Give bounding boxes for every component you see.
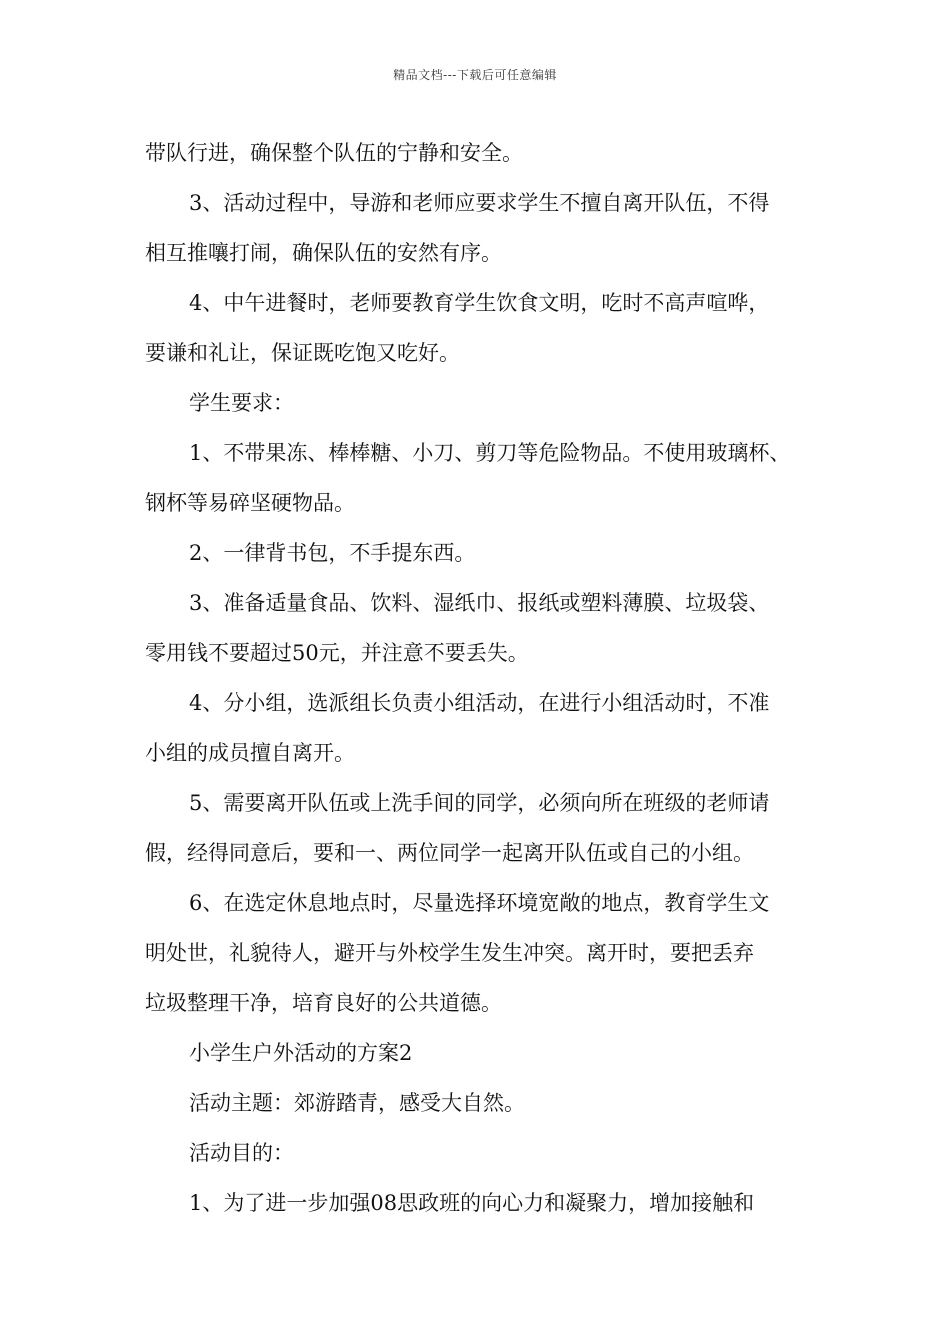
- text-line: 3、活动过程中，导游和老师应要求学生不擅自离开队伍，不得: [189, 191, 770, 215]
- text-line: 1、不带果冻、棒棒糖、小刀、剪刀等危险物品。不使用玻璃杯、: [189, 441, 791, 465]
- text-line: 明处世，礼貌待人，避开与外校学生发生冲突。离开时，要把丢弃: [145, 941, 754, 965]
- text-line: 小组的成员擅自离开。: [145, 741, 355, 765]
- text-line: 零用钱不要超过50元，并注意不要丢失。: [145, 641, 529, 665]
- text-line: 5、需要离开队伍或上洗手间的同学，必须向所在班级的老师请: [189, 791, 770, 815]
- page-header: 精品文档---下载后可任意编辑: [393, 68, 557, 82]
- text-line: 垃圾整理干净，培育良好的公共道德。: [145, 991, 502, 1015]
- text-line: 2、一律背书包，不手提东西。: [189, 541, 476, 565]
- text-line: 带队行进，确保整个队伍的宁静和安全。: [145, 141, 523, 165]
- text-line: 钢杯等易碎坚硬物品。: [145, 491, 355, 515]
- text-line: 6、在选定休息地点时，尽量选择环境宽敞的地点，教育学生文: [189, 891, 770, 915]
- text-line: 1、为了进一步加强08思政班的向心力和凝聚力，增加接触和: [189, 1191, 755, 1215]
- text-line: 4、中午进餐时，老师要教育学生饮食文明，吃时不高声喧哗，: [189, 291, 770, 315]
- text-line: 3、准备适量食品、饮料、湿纸巾、报纸或塑料薄膜、垃圾袋、: [189, 591, 770, 615]
- section-heading: 活动目的：: [189, 1141, 294, 1165]
- text-line: 活动主题：郊游踏青，感受大自然。: [189, 1091, 525, 1115]
- document-body: [145, 128, 825, 1228]
- text-line: 假，经得同意后，要和一、两位同学一起离开队伍或自己的小组。: [145, 841, 754, 865]
- section-heading: 学生要求：: [189, 391, 294, 415]
- text-line: 相互推嚷打闹，确保队伍的安然有序。: [145, 241, 502, 265]
- section-title: 小学生户外活动的方案2: [189, 1041, 413, 1065]
- text-line: 要谦和礼让，保证既吃饱又吃好。: [145, 341, 460, 365]
- text-line: 4、分小组，选派组长负责小组活动，在进行小组活动时，不准: [189, 691, 770, 715]
